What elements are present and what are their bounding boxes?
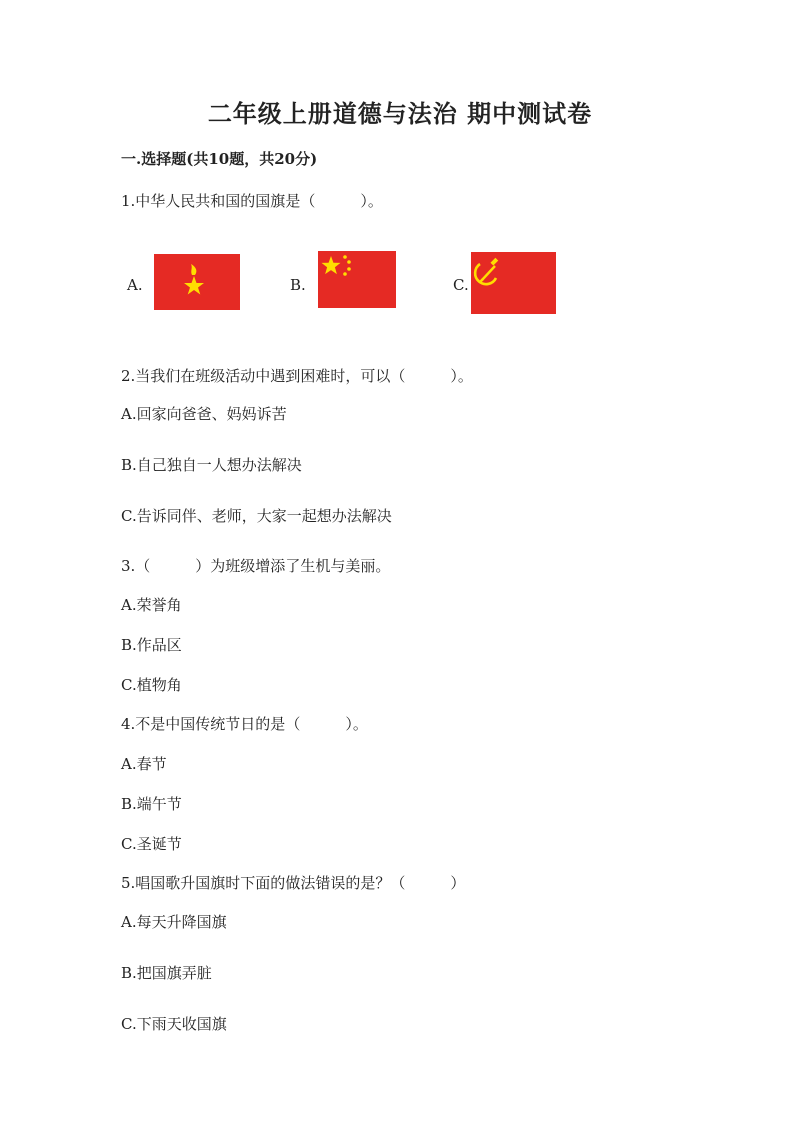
option-2b: B.自己独自一人想办法解决 (121, 456, 302, 474)
question-1-stem: 1.中华人民共和国的国旗是（ ）。 (121, 192, 383, 210)
option-1c-label: C. (453, 276, 469, 294)
young-pioneers-flag-icon (154, 254, 240, 310)
option-3c: C.植物角 (121, 676, 182, 694)
option-3b: B.作品区 (121, 636, 182, 654)
option-2a: A.回家向爸爸、妈妈诉苦 (121, 405, 287, 423)
question-5-stem: 5.唱国歌升国旗时下面的做法错误的是？（ ） (121, 874, 466, 892)
option-5a: A.每天升降国旗 (121, 913, 227, 931)
question-2-stem: 2.当我们在班级活动中遇到困难时，可以（ ）。 (121, 367, 473, 385)
five-star-red-flag-icon (318, 251, 396, 308)
option-1a-label: A. (127, 276, 143, 294)
question-3-stem: 3.（ ）为班级增添了生机与美丽。 (121, 557, 391, 575)
page-title: 二年级上册道德与法治 期中测试卷 (207, 99, 593, 128)
option-2c: C.告诉同伴、老师，大家一起想办法解决 (121, 507, 392, 525)
option-3a: A.荣誉角 (121, 596, 182, 614)
option-5c: C.下雨天收国旗 (121, 1015, 227, 1033)
communist-party-flag-icon (471, 252, 556, 314)
option-1b-label: B. (290, 276, 306, 294)
option-4a: A.春节 (121, 755, 167, 773)
question-4-stem: 4.不是中国传统节日的是（ ）。 (121, 715, 368, 733)
section-heading: 一.选择题(共10题，共20分) (121, 150, 318, 168)
option-4c: C.圣诞节 (121, 835, 182, 853)
option-4b: B.端午节 (121, 795, 182, 813)
option-5b: B.把国旗弄脏 (121, 964, 212, 982)
